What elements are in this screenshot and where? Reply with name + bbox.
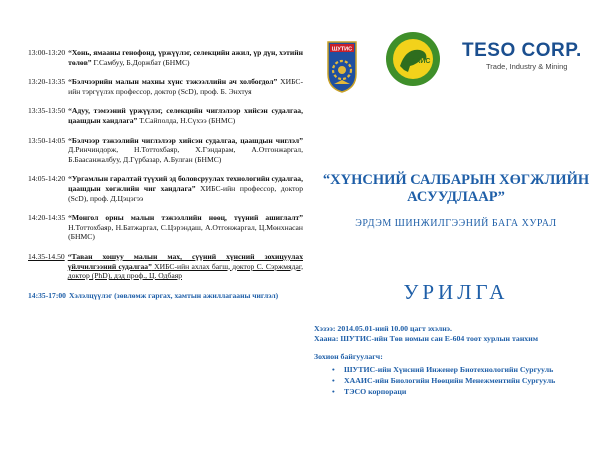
- item-topic: “Таван хошуу малын мах, сүүний хүнсний зохицуулах үйлчилгээний судалгаа”: [67, 251, 303, 271]
- event-where: Хаана: ШУТИС-ийн Төв номын сан Е-604 тоот хурлын танхим: [314, 334, 539, 343]
- invitation-panel: [312, 0, 600, 463]
- event-when: Хэзээ: 2014.05.01-ний 10.00 цагт эхэлнэ.: [314, 324, 453, 333]
- item-speakers: ХИБС-ийн ахлах багш, доктор С. Сэржмядаг, доктор (PhD), дэд проф., Ц. Одбаяр: [67, 261, 303, 281]
- item-time: 13:00-13:20: [28, 48, 66, 57]
- item-time: 13:35-13:50: [28, 106, 66, 116]
- item-topic: “Ургамлын гаралтай түүхий эд боловсруулах технологийн судалгаа, цаашдын хөгжлийн чиг хандлага”: [68, 174, 303, 193]
- event-details: [314, 324, 598, 398]
- item-topic: “Хонь, ямааны генофонд, үржүүлэг, селекцийн ажил, үр дүн, хэтийн төлөв”: [68, 48, 303, 67]
- conference-subtitle: ЭРДЭМ ШИНЖИЛГЭЭНИЙ БАГА ХУРАЛ: [355, 218, 557, 229]
- schedule-item: [28, 136, 303, 165]
- item-text: [68, 252, 303, 281]
- item-topic: “Бэлчээрийн малын махны хүнс тэжээллийн ач холбогдол”: [68, 77, 278, 87]
- item-time: 14:35-17:00: [28, 290, 66, 300]
- item-speakers: Т.Сайполда, Н.Сүхээ (БНМС): [137, 115, 236, 125]
- item-topic: “Монгол орны малын тэжээллийн нөөц, түүний ашиглалт”: [68, 213, 303, 223]
- item-text: [68, 106, 303, 125]
- invitation-heading: УРИЛГА: [403, 280, 509, 304]
- item-text: [68, 136, 303, 165]
- item-speakers: Д.Ринчиндорж, Н.Тоттохбаяр, Х.Гэндарам, А.Отгонжаргал, Б.Баасанжалбуу, Д.Гүрбазар, А.Булган (БНМС): [68, 145, 303, 164]
- shutis-logo-text: ШУТИС: [331, 46, 353, 53]
- item-text: Хэлэлцүүлэг (зөвлөмж гаргах, хамтын ажиллагааны чиглэл): [68, 290, 279, 300]
- item-text: [68, 174, 303, 203]
- item-time: 14:05-14:20: [28, 174, 66, 184]
- organizers-list: [314, 365, 598, 397]
- item-time: 13:50-14:05: [28, 135, 66, 145]
- schedule-item: [28, 174, 303, 203]
- item-text: [68, 48, 303, 67]
- conference-title: “ХҮНСНИЙ САЛБАРЫН ХӨГЖЛИЙН АСУУДЛААР”: [322, 172, 590, 205]
- schedule-item-discussion: [28, 291, 303, 301]
- schedule-item: [28, 252, 303, 281]
- schedule-item: [28, 77, 303, 96]
- item-text: [68, 77, 303, 96]
- schedule-item: [28, 213, 303, 242]
- item-text: [68, 213, 303, 242]
- haais-logo: [384, 30, 442, 88]
- item-speakers: Г.Самбуу, Б.Доржбат (БНМС): [91, 57, 190, 67]
- item-speakers: ХИБС-ийн тэргүүлэх профессор, доктор (ScD), проф. Б. Энхтуя: [68, 77, 303, 96]
- teso-logo-name: TESO CORP.: [462, 40, 582, 61]
- item-speakers: ХИБС-ийн профессор, доктор (ScD), проф. Д.Цэцэгээ: [68, 183, 303, 203]
- item-time: 14:20-14:35: [28, 213, 66, 223]
- organizers-title: Зохион байгуулагч:: [314, 352, 383, 361]
- organizer-item: • ХААИС-ийн Биологийн Нөөцийн Менежментийн Сургууль: [344, 376, 598, 386]
- schedule-item: [28, 106, 303, 125]
- teso-logo-tagline: Trade, Industry & Mining: [486, 62, 568, 71]
- item-topic: “Бэлчээр тэжээлийн чиглэлээр хийсэн судалгаа, цаашдын чиглэл”: [68, 135, 303, 145]
- organizer-item: • ТЭСО корпораци: [344, 387, 598, 397]
- organizer-item: • ШУТИС-ийн Хүнсний Инженер Биотехнологийн Сургууль: [344, 365, 598, 375]
- item-time: 13:20-13:35: [28, 77, 66, 87]
- shutis-logo: [326, 40, 358, 94]
- schedule: [28, 48, 303, 310]
- schedule-item: [28, 48, 303, 67]
- item-time: 14.35-14.50: [28, 251, 65, 261]
- item-speakers: Н.Тоттохбаяр, Н.Батжаргал, С.Цэрэндаш, А.Отгонжаргал, Ц.Мөнхнасан (БНМС): [68, 222, 303, 242]
- item-topic: “Адуу, тэмээний үржүүлэг, селекцийн чиглэлээр хийсэн судалгаа, цаашдын хандлага”: [68, 106, 303, 125]
- haais-logo-text: ХААИС: [405, 58, 431, 65]
- teso-logo: [462, 40, 597, 84]
